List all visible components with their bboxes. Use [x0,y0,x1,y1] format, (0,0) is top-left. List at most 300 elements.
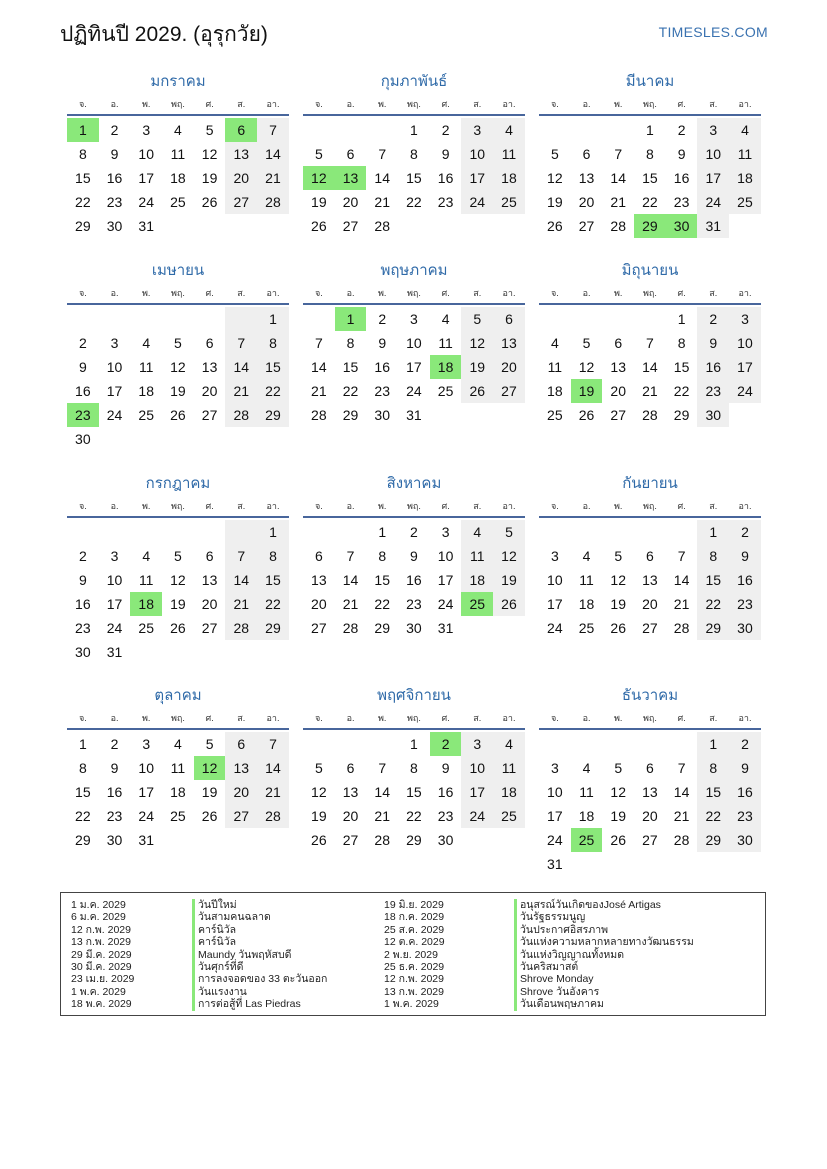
day-cell[interactable]: 10 [547,784,563,800]
day-cell[interactable]: 10 [406,335,422,351]
holiday-day-cell[interactable]: 6 [225,118,257,142]
day-cell[interactable]: 5 [582,335,591,351]
day-cell[interactable]: 21 [342,596,359,612]
day-cell[interactable]: 1 [697,520,729,544]
day-cell[interactable]: 15 [406,784,422,800]
day-cell[interactable]: 26 [201,808,218,824]
day-cell[interactable]: 21 [374,808,390,824]
day-cell[interactable]: 12 [610,572,626,588]
day-cell[interactable]: 24 [461,190,493,214]
day-cell[interactable]: 12 [170,572,186,588]
day-cell[interactable]: 7 [378,146,387,162]
day-cell[interactable]: 6 [614,335,623,351]
day-cell[interactable]: 20 [311,596,327,612]
day-cell[interactable]: 4 [493,732,525,756]
day-cell[interactable]: 3 [142,736,151,752]
day-cell[interactable]: 21 [311,383,327,399]
day-cell[interactable]: 8 [410,146,418,162]
day-cell[interactable]: 8 [257,544,289,568]
day-cell[interactable]: 4 [550,335,559,351]
day-cell[interactable]: 20 [578,194,595,210]
day-cell[interactable]: 1 [257,307,289,331]
day-cell[interactable]: 2 [110,736,119,752]
day-cell[interactable]: 28 [225,403,257,427]
day-cell[interactable]: 6 [493,307,525,331]
day-cell[interactable]: 9 [677,146,686,162]
day-cell[interactable]: 17 [697,166,729,190]
day-cell[interactable]: 5 [314,760,323,776]
day-cell[interactable]: 16 [106,784,123,800]
day-cell[interactable]: 9 [78,572,87,588]
day-cell[interactable]: 26 [311,832,327,848]
day-cell[interactable]: 18 [170,784,186,800]
day-cell[interactable]: 26 [493,592,525,616]
day-cell[interactable]: 29 [673,407,690,423]
day-cell[interactable]: 31 [547,856,563,872]
day-cell[interactable]: 29 [374,620,390,636]
day-cell[interactable]: 28 [225,616,257,640]
day-cell[interactable]: 21 [257,780,289,804]
day-cell[interactable]: 5 [614,760,623,776]
day-cell[interactable]: 7 [677,760,686,776]
day-cell[interactable]: 27 [342,218,359,234]
day-cell[interactable]: 17 [138,784,154,800]
day-cell[interactable]: 19 [170,383,186,399]
day-cell[interactable]: 13 [201,359,218,375]
day-cell[interactable]: 13 [342,784,359,800]
day-cell[interactable]: 16 [75,596,91,612]
day-cell[interactable]: 23 [437,808,454,824]
day-cell[interactable]: 10 [437,548,454,564]
day-cell[interactable]: 22 [342,383,359,399]
day-cell[interactable]: 1 [410,736,418,752]
day-cell[interactable]: 25 [138,620,154,636]
day-cell[interactable]: 4 [441,311,450,327]
day-cell[interactable]: 22 [75,194,91,210]
day-cell[interactable]: 27 [493,379,525,403]
day-cell[interactable]: 26 [170,407,186,423]
day-cell[interactable]: 13 [225,142,257,166]
holiday-day-cell[interactable]: 30 [666,214,698,238]
day-cell[interactable]: 14 [311,359,327,375]
day-cell[interactable]: 7 [346,548,355,564]
day-cell[interactable]: 13 [642,572,658,588]
day-cell[interactable]: 2 [697,307,729,331]
day-cell[interactable]: 9 [378,335,387,351]
day-cell[interactable]: 10 [461,756,493,780]
day-cell[interactable]: 19 [201,784,218,800]
day-cell[interactable]: 30 [75,644,91,660]
day-cell[interactable]: 15 [257,568,289,592]
day-cell[interactable]: 6 [646,548,654,564]
day-cell[interactable]: 8 [78,146,87,162]
day-cell[interactable]: 20 [610,383,626,399]
day-cell[interactable]: 7 [257,732,289,756]
day-cell[interactable]: 29 [257,616,289,640]
day-cell[interactable]: 24 [138,808,154,824]
day-cell[interactable]: 18 [461,568,493,592]
day-cell[interactable]: 24 [697,190,729,214]
day-cell[interactable]: 8 [697,544,729,568]
day-cell[interactable]: 18 [578,596,595,612]
day-cell[interactable]: 14 [673,784,690,800]
day-cell[interactable]: 29 [406,832,422,848]
day-cell[interactable]: 26 [610,620,626,636]
day-cell[interactable]: 23 [106,194,123,210]
day-cell[interactable]: 22 [642,194,658,210]
day-cell[interactable]: 25 [493,190,525,214]
day-cell[interactable]: 16 [106,170,123,186]
day-cell[interactable]: 11 [138,572,154,588]
day-cell[interactable]: 27 [610,407,626,423]
day-cell[interactable]: 16 [673,170,690,186]
day-cell[interactable]: 12 [578,359,595,375]
day-cell[interactable]: 25 [138,407,154,423]
day-cell[interactable]: 18 [170,170,186,186]
day-cell[interactable]: 7 [614,146,623,162]
day-cell[interactable]: 9 [729,544,761,568]
day-cell[interactable]: 16 [374,359,390,375]
day-cell[interactable]: 10 [729,331,761,355]
day-cell[interactable]: 22 [406,194,422,210]
day-cell[interactable]: 27 [201,407,218,423]
day-cell[interactable]: 2 [78,335,87,351]
day-cell[interactable]: 2 [729,520,761,544]
day-cell[interactable]: 25 [547,407,563,423]
day-cell[interactable]: 12 [493,544,525,568]
day-cell[interactable]: 7 [225,544,257,568]
day-cell[interactable]: 31 [138,218,154,234]
day-cell[interactable]: 26 [547,218,563,234]
day-cell[interactable]: 28 [374,832,390,848]
day-cell[interactable]: 18 [547,383,563,399]
day-cell[interactable]: 6 [646,760,654,776]
day-cell[interactable]: 4 [729,118,761,142]
day-cell[interactable]: 22 [75,808,91,824]
day-cell[interactable]: 10 [547,572,563,588]
day-cell[interactable]: 14 [673,572,690,588]
day-cell[interactable]: 7 [314,335,323,351]
day-cell[interactable]: 27 [342,832,359,848]
day-cell[interactable]: 14 [225,568,257,592]
day-cell[interactable]: 29 [342,407,359,423]
day-cell[interactable]: 24 [106,407,123,423]
day-cell[interactable]: 31 [697,214,729,238]
day-cell[interactable]: 30 [374,407,390,423]
day-cell[interactable]: 5 [493,520,525,544]
day-cell[interactable]: 11 [170,760,186,776]
day-cell[interactable]: 16 [75,383,91,399]
day-cell[interactable]: 9 [441,760,450,776]
day-cell[interactable]: 11 [461,544,493,568]
day-cell[interactable]: 28 [311,407,327,423]
day-cell[interactable]: 23 [437,194,454,210]
day-cell[interactable]: 6 [346,146,355,162]
day-cell[interactable]: 20 [342,194,359,210]
day-cell[interactable]: 23 [729,804,761,828]
day-cell[interactable]: 27 [225,190,257,214]
day-cell[interactable]: 19 [201,170,218,186]
day-cell[interactable]: 4 [461,520,493,544]
day-cell[interactable]: 14 [257,142,289,166]
day-cell[interactable]: 3 [697,118,729,142]
day-cell[interactable]: 19 [311,194,327,210]
day-cell[interactable]: 1 [410,122,418,138]
day-cell[interactable]: 31 [406,407,422,423]
day-cell[interactable]: 31 [437,620,454,636]
day-cell[interactable]: 18 [493,166,525,190]
day-cell[interactable]: 24 [138,194,154,210]
day-cell[interactable]: 8 [78,760,87,776]
day-cell[interactable]: 26 [578,407,595,423]
day-cell[interactable]: 19 [170,596,186,612]
day-cell[interactable]: 3 [729,307,761,331]
holiday-day-cell[interactable]: 12 [303,166,335,190]
day-cell[interactable]: 22 [673,383,690,399]
day-cell[interactable]: 1 [697,732,729,756]
day-cell[interactable]: 20 [225,166,257,190]
day-cell[interactable]: 27 [642,620,658,636]
day-cell[interactable]: 10 [461,142,493,166]
day-cell[interactable]: 21 [374,194,390,210]
day-cell[interactable]: 5 [205,122,214,138]
day-cell[interactable]: 14 [610,170,626,186]
day-cell[interactable]: 6 [205,335,214,351]
day-cell[interactable]: 22 [697,804,729,828]
day-cell[interactable]: 23 [697,379,729,403]
day-cell[interactable]: 21 [225,379,257,403]
day-cell[interactable]: 8 [378,548,387,564]
day-cell[interactable]: 2 [410,524,418,540]
holiday-day-cell[interactable]: 1 [335,307,367,331]
day-cell[interactable]: 6 [205,548,214,564]
day-cell[interactable]: 2 [378,311,387,327]
day-cell[interactable]: 1 [78,736,87,752]
day-cell[interactable]: 10 [697,142,729,166]
day-cell[interactable]: 16 [406,572,422,588]
day-cell[interactable]: 2 [441,122,450,138]
holiday-day-cell[interactable]: 25 [461,592,493,616]
holiday-day-cell[interactable]: 12 [194,756,226,780]
day-cell[interactable]: 17 [437,572,454,588]
day-cell[interactable]: 28 [642,407,658,423]
day-cell[interactable]: 11 [493,142,525,166]
day-cell[interactable]: 11 [438,335,453,351]
day-cell[interactable]: 25 [170,808,186,824]
day-cell[interactable]: 5 [314,146,323,162]
day-cell[interactable]: 17 [729,355,761,379]
day-cell[interactable]: 2 [677,122,686,138]
day-cell[interactable]: 15 [697,780,729,804]
day-cell[interactable]: 20 [201,596,218,612]
day-cell[interactable]: 22 [257,592,289,616]
day-cell[interactable]: 24 [461,804,493,828]
day-cell[interactable]: 16 [729,780,761,804]
day-cell[interactable]: 23 [106,808,123,824]
day-cell[interactable]: 8 [697,756,729,780]
day-cell[interactable]: 8 [410,760,418,776]
day-cell[interactable]: 11 [170,146,186,162]
day-cell[interactable]: 5 [205,736,214,752]
day-cell[interactable]: 31 [138,832,154,848]
day-cell[interactable]: 13 [610,359,626,375]
day-cell[interactable]: 27 [311,620,327,636]
day-cell[interactable]: 24 [547,832,563,848]
day-cell[interactable]: 30 [697,403,729,427]
brand-logo-text[interactable]: TIMESLES.COM [658,24,768,40]
day-cell[interactable]: 3 [110,548,119,564]
day-cell[interactable]: 27 [225,804,257,828]
day-cell[interactable]: 2 [110,122,119,138]
day-cell[interactable]: 13 [642,784,658,800]
day-cell[interactable]: 27 [578,218,595,234]
day-cell[interactable]: 28 [257,190,289,214]
day-cell[interactable]: 21 [642,383,658,399]
day-cell[interactable]: 28 [673,620,690,636]
day-cell[interactable]: 14 [374,784,390,800]
day-cell[interactable]: 29 [75,832,91,848]
day-cell[interactable]: 12 [201,146,218,162]
day-cell[interactable]: 19 [493,568,525,592]
day-cell[interactable]: 20 [342,808,359,824]
day-cell[interactable]: 28 [673,832,690,848]
day-cell[interactable]: 24 [406,383,422,399]
day-cell[interactable]: 20 [642,808,658,824]
day-cell[interactable]: 19 [610,808,626,824]
day-cell[interactable]: 18 [493,780,525,804]
day-cell[interactable]: 7 [677,548,686,564]
day-cell[interactable]: 6 [582,146,591,162]
day-cell[interactable]: 15 [75,784,91,800]
day-cell[interactable]: 19 [461,355,493,379]
holiday-day-cell[interactable]: 18 [430,355,462,379]
day-cell[interactable]: 13 [201,572,218,588]
holiday-day-cell[interactable]: 23 [67,403,99,427]
day-cell[interactable]: 26 [311,218,327,234]
day-cell[interactable]: 2 [78,548,87,564]
day-cell[interactable]: 1 [378,524,387,540]
day-cell[interactable]: 14 [257,756,289,780]
day-cell[interactable]: 20 [201,383,218,399]
day-cell[interactable]: 23 [406,596,422,612]
day-cell[interactable]: 13 [493,331,525,355]
day-cell[interactable]: 15 [75,170,91,186]
day-cell[interactable]: 7 [225,331,257,355]
day-cell[interactable]: 25 [729,190,761,214]
day-cell[interactable]: 11 [579,572,594,588]
day-cell[interactable]: 7 [646,335,654,351]
day-cell[interactable]: 24 [547,620,563,636]
day-cell[interactable]: 8 [677,335,686,351]
day-cell[interactable]: 21 [225,592,257,616]
day-cell[interactable]: 29 [257,403,289,427]
day-cell[interactable]: 11 [547,359,563,375]
day-cell[interactable]: 13 [578,170,595,186]
day-cell[interactable]: 30 [437,832,454,848]
day-cell[interactable]: 18 [729,166,761,190]
day-cell[interactable]: 4 [582,548,591,564]
day-cell[interactable]: 31 [106,644,123,660]
day-cell[interactable]: 19 [311,808,327,824]
day-cell[interactable]: 1 [646,122,654,138]
day-cell[interactable]: 3 [142,122,151,138]
day-cell[interactable]: 22 [406,808,422,824]
day-cell[interactable]: 17 [138,170,154,186]
day-cell[interactable]: 12 [547,170,563,186]
holiday-day-cell[interactable]: 18 [130,592,162,616]
day-cell[interactable]: 21 [673,596,690,612]
day-cell[interactable]: 16 [437,170,454,186]
day-cell[interactable]: 9 [410,548,418,564]
day-cell[interactable]: 15 [697,568,729,592]
day-cell[interactable]: 28 [257,804,289,828]
day-cell[interactable]: 28 [342,620,359,636]
day-cell[interactable]: 16 [437,784,454,800]
day-cell[interactable]: 4 [582,760,591,776]
day-cell[interactable]: 11 [579,784,594,800]
day-cell[interactable]: 4 [174,736,182,752]
day-cell[interactable]: 15 [374,572,390,588]
holiday-day-cell[interactable]: 25 [571,828,603,852]
day-cell[interactable]: 13 [225,756,257,780]
day-cell[interactable]: 17 [106,383,123,399]
holiday-day-cell[interactable]: 13 [335,166,367,190]
day-cell[interactable]: 9 [78,359,87,375]
day-cell[interactable]: 14 [642,359,658,375]
day-cell[interactable]: 12 [610,784,626,800]
day-cell[interactable]: 30 [729,616,761,640]
day-cell[interactable]: 12 [311,784,327,800]
day-cell[interactable]: 9 [697,331,729,355]
day-cell[interactable]: 25 [170,194,186,210]
day-cell[interactable]: 4 [174,122,182,138]
day-cell[interactable]: 15 [257,355,289,379]
day-cell[interactable]: 16 [697,355,729,379]
day-cell[interactable]: 22 [257,379,289,403]
day-cell[interactable]: 29 [697,616,729,640]
day-cell[interactable]: 23 [673,194,690,210]
day-cell[interactable]: 9 [110,146,119,162]
day-cell[interactable]: 17 [547,808,563,824]
day-cell[interactable]: 26 [461,379,493,403]
day-cell[interactable]: 15 [673,359,690,375]
day-cell[interactable]: 17 [461,780,493,804]
holiday-day-cell[interactable]: 1 [67,118,99,142]
day-cell[interactable]: 27 [201,620,218,636]
day-cell[interactable]: 3 [461,732,493,756]
day-cell[interactable]: 9 [441,146,450,162]
day-cell[interactable]: 22 [374,596,390,612]
day-cell[interactable]: 30 [75,431,91,447]
day-cell[interactable]: 6 [346,760,355,776]
day-cell[interactable]: 3 [410,311,418,327]
day-cell[interactable]: 10 [106,572,123,588]
day-cell[interactable]: 17 [106,596,123,612]
holiday-day-cell[interactable]: 29 [634,214,666,238]
day-cell[interactable]: 14 [342,572,359,588]
day-cell[interactable]: 11 [138,359,154,375]
day-cell[interactable]: 20 [225,780,257,804]
day-cell[interactable]: 30 [106,832,123,848]
day-cell[interactable]: 7 [378,760,387,776]
day-cell[interactable]: 9 [729,756,761,780]
day-cell[interactable]: 10 [138,760,154,776]
day-cell[interactable]: 14 [374,170,390,186]
day-cell[interactable]: 8 [346,335,355,351]
day-cell[interactable]: 15 [642,170,658,186]
day-cell[interactable]: 19 [610,596,626,612]
day-cell[interactable]: 3 [461,118,493,142]
